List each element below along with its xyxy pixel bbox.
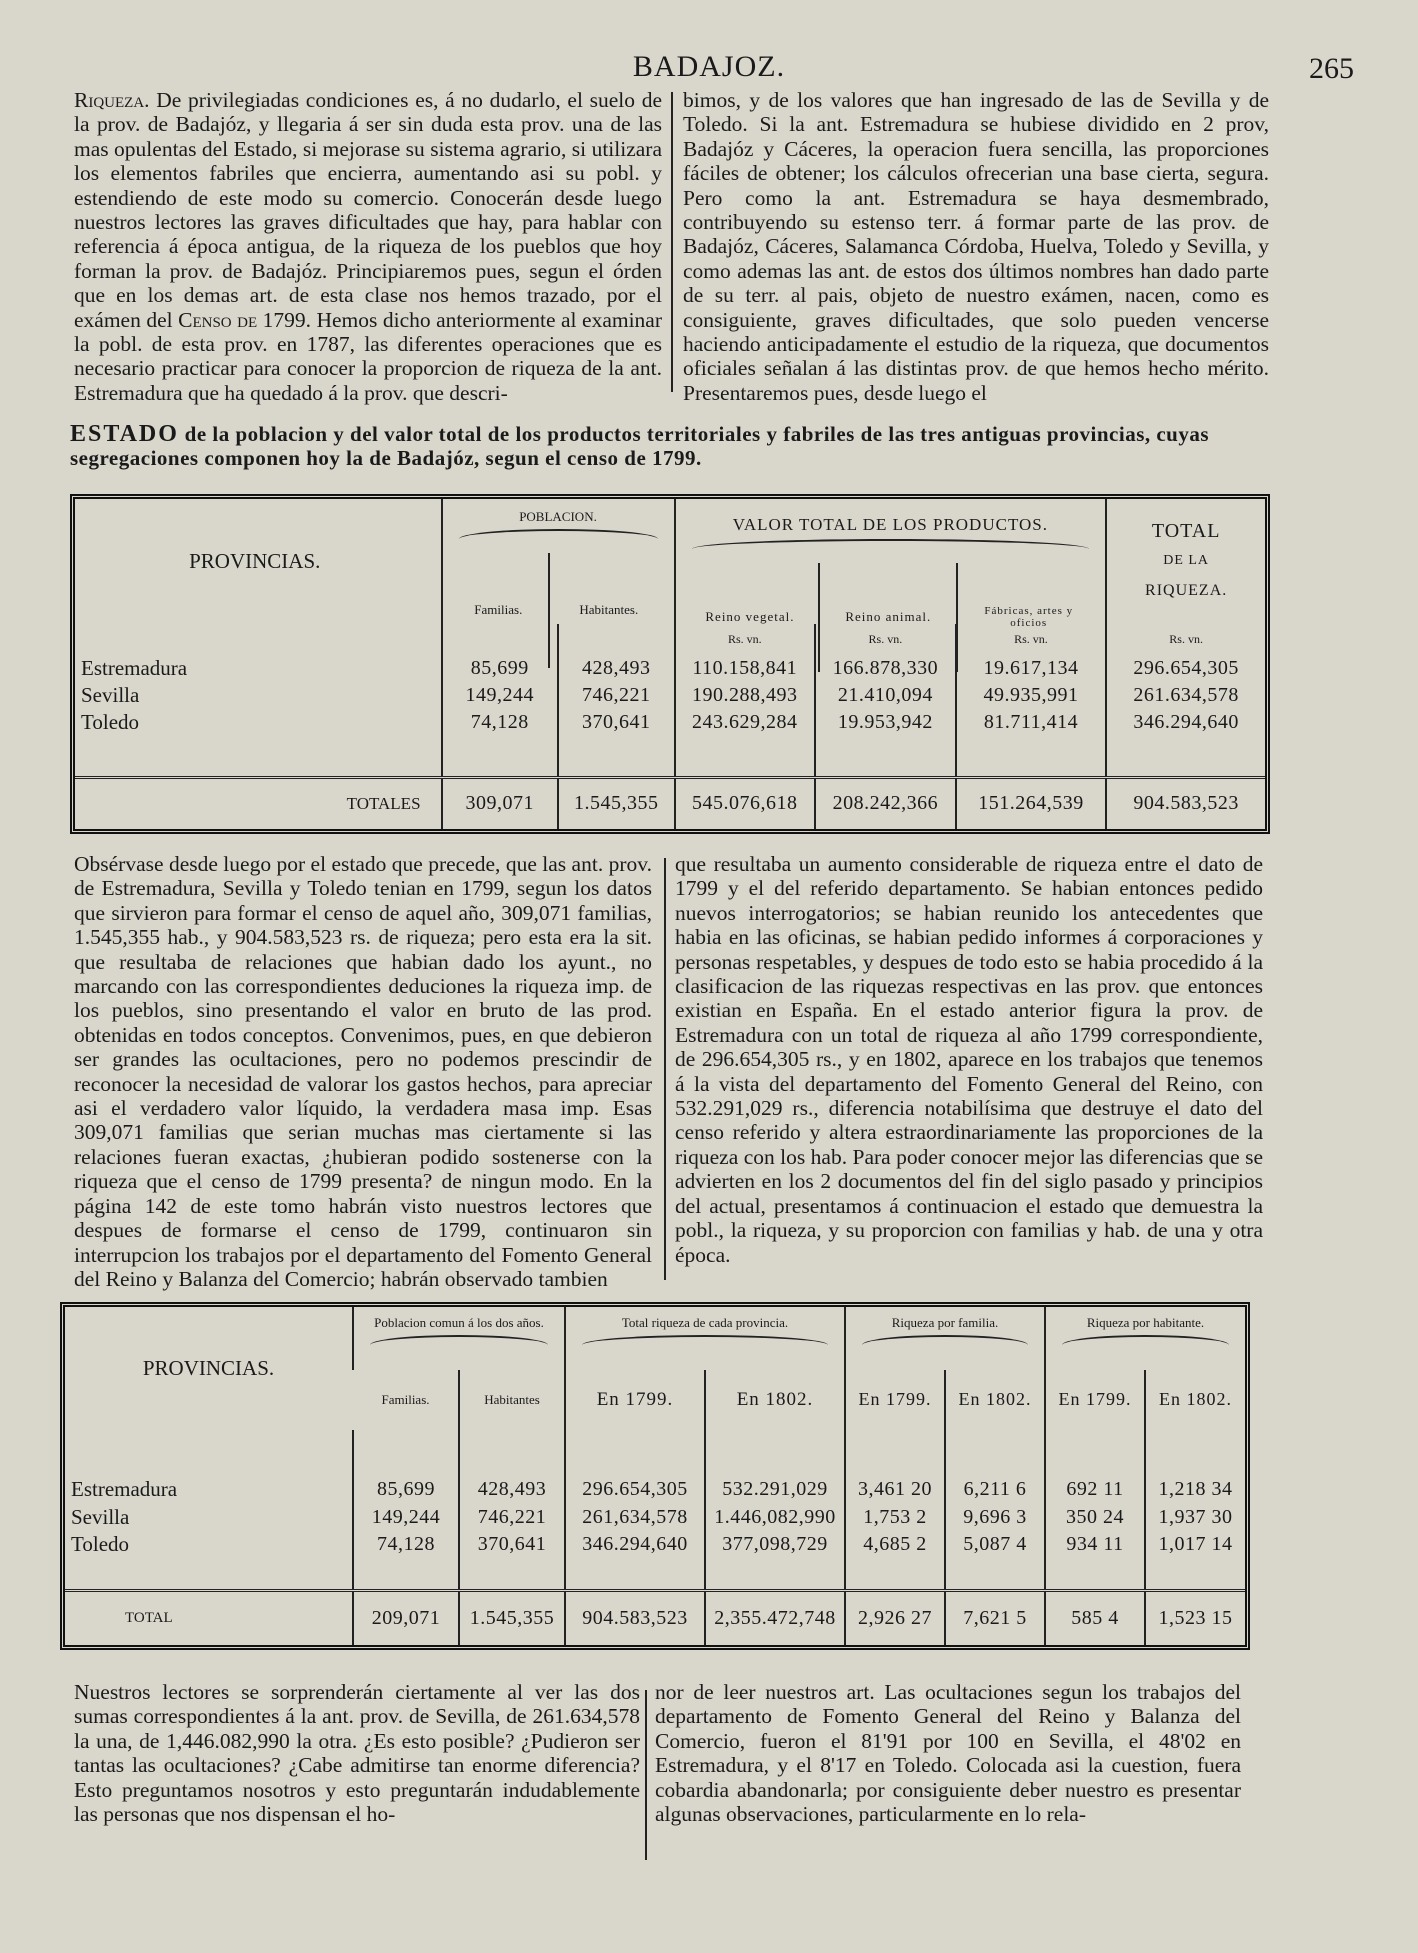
table-row: Estremadura 85,699 428,493 110.158,841 166.878,330 19.617,134 296.654,305: [75, 655, 1265, 682]
brace: [370, 1335, 548, 1355]
col-habitantes: Habitantes: [459, 1370, 565, 1429]
totals-row: TOTALES 309,071 1.545,355 545.076,618 208.242,366 151.264,539 904.583,523: [75, 777, 1265, 829]
table2: PROVINCIAS. Poblacion comun á los dos años. Total riqueza de cada provincia. Riqueza por familia. Riqueza por habitante. Familias. Habitantes En 1799. En 1802. En 1799. En 1802. En 1799. En 1802. Estremadura 85,699 428,493 296.654,305 532.291,029 3,461 20 6,211 6 692 11 1,218 34 Sevilla 149,244 746,221 261,634,578 1.446,082,990 1,753 2 9,696 3 350 24 1,937 30 Toledo 74,128 370,641 346.294,640 377,098,729 4,685 2 5,087 4 934 11 1,017 14 TOTAL 209,071 1.545,355 904.583,523 2,355.472,748 2,926 27 7,621 5 585 4 1,523 15: [60, 1302, 1250, 1650]
page-number: 265: [1309, 52, 1354, 85]
brace: [692, 539, 1090, 559]
table1-title: [70, 422, 1270, 470]
brace: [459, 529, 658, 549]
units: Rs. vn.: [956, 624, 1107, 655]
brace: [582, 1335, 828, 1355]
section1-right-text: bimos, y de los valores que han ingresado de las de Sevilla y de Toledo. Si la ant. Estremadura se hubiese dividido en 2 prov, Badajóz y Cáceres, la operacion fuera sencilla, las proporciones fáciles de obtener; los cálculos ofrecerian una base cierta, segura. Pero como la ant. Estremadura se haya desmembrado, contribuyendo su estenso terr. á formar parte de las prov. de Badajóz, Cáceres, Salamanca Córdoba, Huelva, Toledo y Sevilla, y como ademas las ant. de estos dos últimos nombres han dado parte de su terr. al pais, objeto de nuestro exámen, nacen, como es consiguiente, graves dificultades, que solo pueden vencerse haciendo anticipadamente el estudio de la riqueza, que documentos oficiales señalan á las distintas prov. de que hemos hecho mérito. Presentaremos pues, desde luego el: [683, 88, 1269, 405]
col-animal: Reino animal.: [819, 563, 957, 672]
table2-pob-header: Poblacion comun á los dos años.: [353, 1307, 565, 1370]
section2-right-column: [675, 852, 1263, 1267]
section2-left-text: Obsérvase desde luego por el estado que precede, que las ant. prov. de Estremadura, Sevilla y Toledo tenian en 1799, segun los datos que sirvieron para formar el censo de aquel año, 309,071 familias, 1.545,355 hab., y 904.583,523 rs. de riqueza; pero esta era la sit. que resultaba de relaciones que habian dado los ayunt., no marcando con las correspondientes deduciones la riqueza imp. de los pueblos, sino presentando el valor en bruto de las prod. obtenidas en todos conceptos. Convenimos, pues, en que debieron ser grandes las ocultaciones, pero no podemos prescindir de reconocer la necesidad de valorar los gastos hechos, para apreciar asi el verdadero valor líquido, la verdadera masa imp. Esas 309,071 familias que serian muchas mas ciertamente si las relaciones fueran exactas, ¿hubieran podido sostenerse con la riqueza que el censo de 1799 presenta? de ningun modo. En la página 142 de este tomo habrán visto nuestros lectores que despues de formarse el censo de 1799, continuaron sin interrupcion los trabajos por el departamento del Fomento General del Reino y Balanza del Comercio; habrán observado tambien: [74, 852, 652, 1291]
table2-habitante-header: Riqueza por habitante.: [1045, 1307, 1245, 1370]
table-row: Estremadura 85,699 428,493 296.654,305 532.291,029 3,461 20 6,211 6 692 11 1,218 34: [65, 1476, 1245, 1503]
table1-provincias-header: PROVINCIAS.: [189, 548, 321, 573]
section3-left-text: Nuestros lectores se sorprenderán ciertamente al ver las dos sumas correspondientes á la ant. prov. de Sevilla, de 261.634,578 la una, de 1,446.082,990 la otra. ¿Es esto posible? ¿Pudieron ser tantas las ocultaciones? ¿Cabe admitirse tan enorme diferencia? Esto preguntamos nosotros y esto preguntarán indudablemente las personas que nos dispensan el ho-: [74, 1680, 640, 1827]
section3-right-column: [655, 1680, 1241, 1826]
table2-provincias-header: PROVINCIAS.: [142, 1355, 275, 1380]
censo-label: Censo de 1799.: [178, 307, 311, 332]
col-habitantes: Habitantes.: [579, 602, 639, 618]
table-row: Toledo 74,128 370,641 346.294,640 377,098,729 4,685 2 5,087 4 934 11 1,017 14: [65, 1531, 1245, 1558]
section1-left-text-2: Hemos dicho anteriormente al examinar la pobl. de esta prov. en 1787, las diferentes operaciones que es necesario practicar para conocer la proporcion de riqueza de la ant. Estremadura que ha quedado á la prov. que descri-: [74, 307, 663, 405]
table1-total-header: TOTAL DE LA RIQUEZA.: [1106, 499, 1265, 624]
running-head: BADAJOZ.: [632, 50, 786, 83]
table-row: Sevilla 149,244 746,221 190.288,493 21.410,094 49.935,991 261.634,578: [75, 682, 1265, 709]
col-familias: Familias.: [449, 553, 550, 668]
col-familias: Familias.: [381, 1391, 430, 1407]
section-label: Riqueza.: [74, 88, 150, 112]
section1-left-column: [74, 88, 662, 405]
table1-valor-header: VALOR TOTAL DE LOS PRODUCTOS. Reino vegetal. Reino animal. Fábricas, artes y oficios: [675, 499, 1107, 624]
table1: [70, 494, 1270, 834]
column-divider: [671, 92, 673, 392]
units: Rs. vn.: [815, 624, 956, 655]
column-divider: [645, 1690, 647, 1860]
brace: [1062, 1335, 1229, 1355]
section1-left-text: De privilegiadas condiciones es, á no dudarlo, el suelo de la prov. de Badajóz, y llegaria á ser sin duda esta prov. una de las mas opulentas del Estado, si mejorase su sistema agrario, si utilizara los elementos fabriles que encierra, aumentando asi su pobl. y estendiendo de este modo su comercio. Conocerán desde luego nuestros lectores las graves dificultades que hay, para hablar con referencia á época antigua, de la riqueza de los pueblos que hoy forman la prov. de Badajóz. Principiaremos pues, segun el órden que en los demas art. de esta clase nos hemos trazado, por el exámen del: [74, 88, 663, 332]
table1-title-lead: ESTADO: [70, 421, 179, 447]
section3-left-column: [74, 1680, 640, 1826]
col-fabricas: Fábricas, artes y oficios: [984, 605, 1074, 630]
units: Rs. vn.: [1106, 624, 1265, 655]
totals-row: TOTAL 209,071 1.545,355 904.583,523 2,355.472,748 2,926 27 7,621 5 585 4 1,523 15: [65, 1590, 1245, 1645]
table-row: Toledo 74,128 370,641 243.629,284 19.953,942 81.711,414 346.294,640: [75, 709, 1265, 736]
section2-left-column: [74, 852, 652, 1291]
table2-familia-header: Riqueza por familia.: [845, 1307, 1045, 1370]
column-divider: [664, 858, 666, 1280]
table1-poblacion-header: POBLACION. Familias. Habitantes.: [442, 499, 675, 624]
section2-right-text: que resultaba un aumento considerable de riqueza entre el dato de 1799 y el del referido departamento. Se habian entonces pedido nuevos interrogatorios; se habian reunido los antecedentes que habia en las oficinas, se habian pedido informes á corporaciones y personas respetables, y despues de todo esto se habia procedido á la clasificacion de las riquezas respectivas en las prov. que entonces existian en España. En el estado anterior figura la prov. de Estremadura con un total de riqueza al año 1799 correspondiente, de 296.654,305 rs., y en 1802, aparece en los trabajos que tenemos á la vista del departamento del Fomento General del Reino, con 532.291,029 rs., diferencia notabilísima que destruye el dato del censo referido y altera estraordinariamente las proporciones de la riqueza con los hab. Para poder conocer mejor las diferencias que se advierten en los 2 documentos del fin del siglo pasado y principios del actual, presentamos á continuacion el estado que demuestra la pobl., la riqueza, y su proporcion con familias y hab. de una y otra época.: [675, 852, 1263, 1267]
units: Rs. vn.: [675, 624, 816, 655]
table2-riqueza-header: Total riqueza de cada provincia.: [565, 1307, 845, 1370]
section3-right-text: nor de leer nuestros art. Las ocultaciones segun los trabajos del departamento de Fomento General del Reino y Balanza del Comercio, fueron el 81'91 por 100 en Sevilla, el 48'02 en Estremadura, y el 8'17 en Toledo. Colocada asi la cuestion, fuera cobardia abandonarla; por consiguiente deber nuestro es presentar algunas observaciones, particularmente en lo rela-: [655, 1680, 1241, 1827]
brace: [862, 1335, 1028, 1355]
table-row: Sevilla 149,244 746,221 261,634,578 1.446,082,990 1,753 2 9,696 3 350 24 1,937 30: [65, 1503, 1245, 1530]
table1-title-text: de la poblacion y del valor total de los productos territoriales y fabriles de las tres antiguas provincias, cuyas segregaciones componen hoy la de Badajóz, segun el censo de 1799.: [70, 422, 1210, 470]
section1-right-column: [683, 88, 1269, 405]
col-vegetal: Reino vegetal.: [682, 563, 820, 672]
